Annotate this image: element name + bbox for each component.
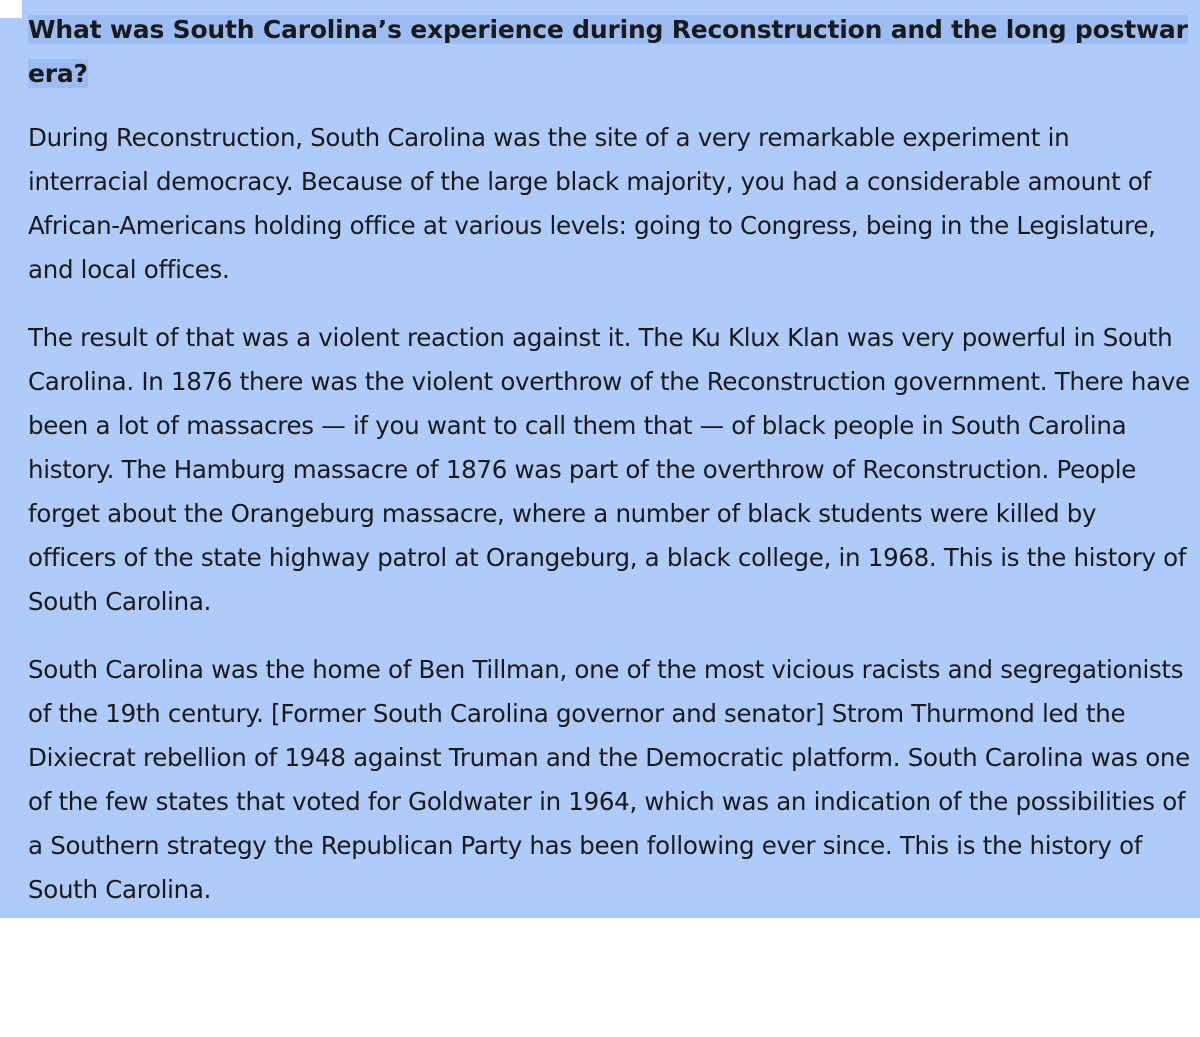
article-paragraph-2: The result of that was a violent reaction against it. The Ku Klux Klan was very powerful in South Carolina. In 1876 there was the violent overthrow of the Reconstruction government. There have been a lot of massacres — if you want to call them that — of black people in South Carolina history. The Hamburg massacre of 1876 was part of the overthrow of Reconstruction. People forget about the Orangeburg massacre, where a number of black students were killed by officers of the state highway patrol at Orangeburg, a black college, in 1968. This is the history of South Carolina. xyxy=(28,323,1190,616)
article-paragraph-3-wrap xyxy=(28,648,1190,918)
article-paragraph-1: During Reconstruction, South Carolina was the site of a very remarkable experiment in interracial democracy. Because of the large black majority, you had a considerable amount of African-Americans holding office at various levels: going to Congress, being in the Legislature, and local offices. xyxy=(28,123,1156,284)
article-paragraph-3: South Carolina was the home of Ben Tillman, one of the most vicious racists and segregationists of the 19th century. [Former South Carolina governor and senator] Strom Thurmond led the Dixiecrat rebellion of 1948 against Truman and the Democratic platform. South Carolina was one of the few states that voted for Goldwater in 1964, which was an indication of the possibilities of a Southern strategy the Republican Party has been following ever since. This is the history of South Carolina. xyxy=(28,655,1190,904)
selection-corner-gap xyxy=(0,0,22,18)
article-heading xyxy=(28,0,1190,116)
article-heading-text: What was South Carolina’s experience during Reconstruction and the long postwar era? xyxy=(28,15,1188,88)
